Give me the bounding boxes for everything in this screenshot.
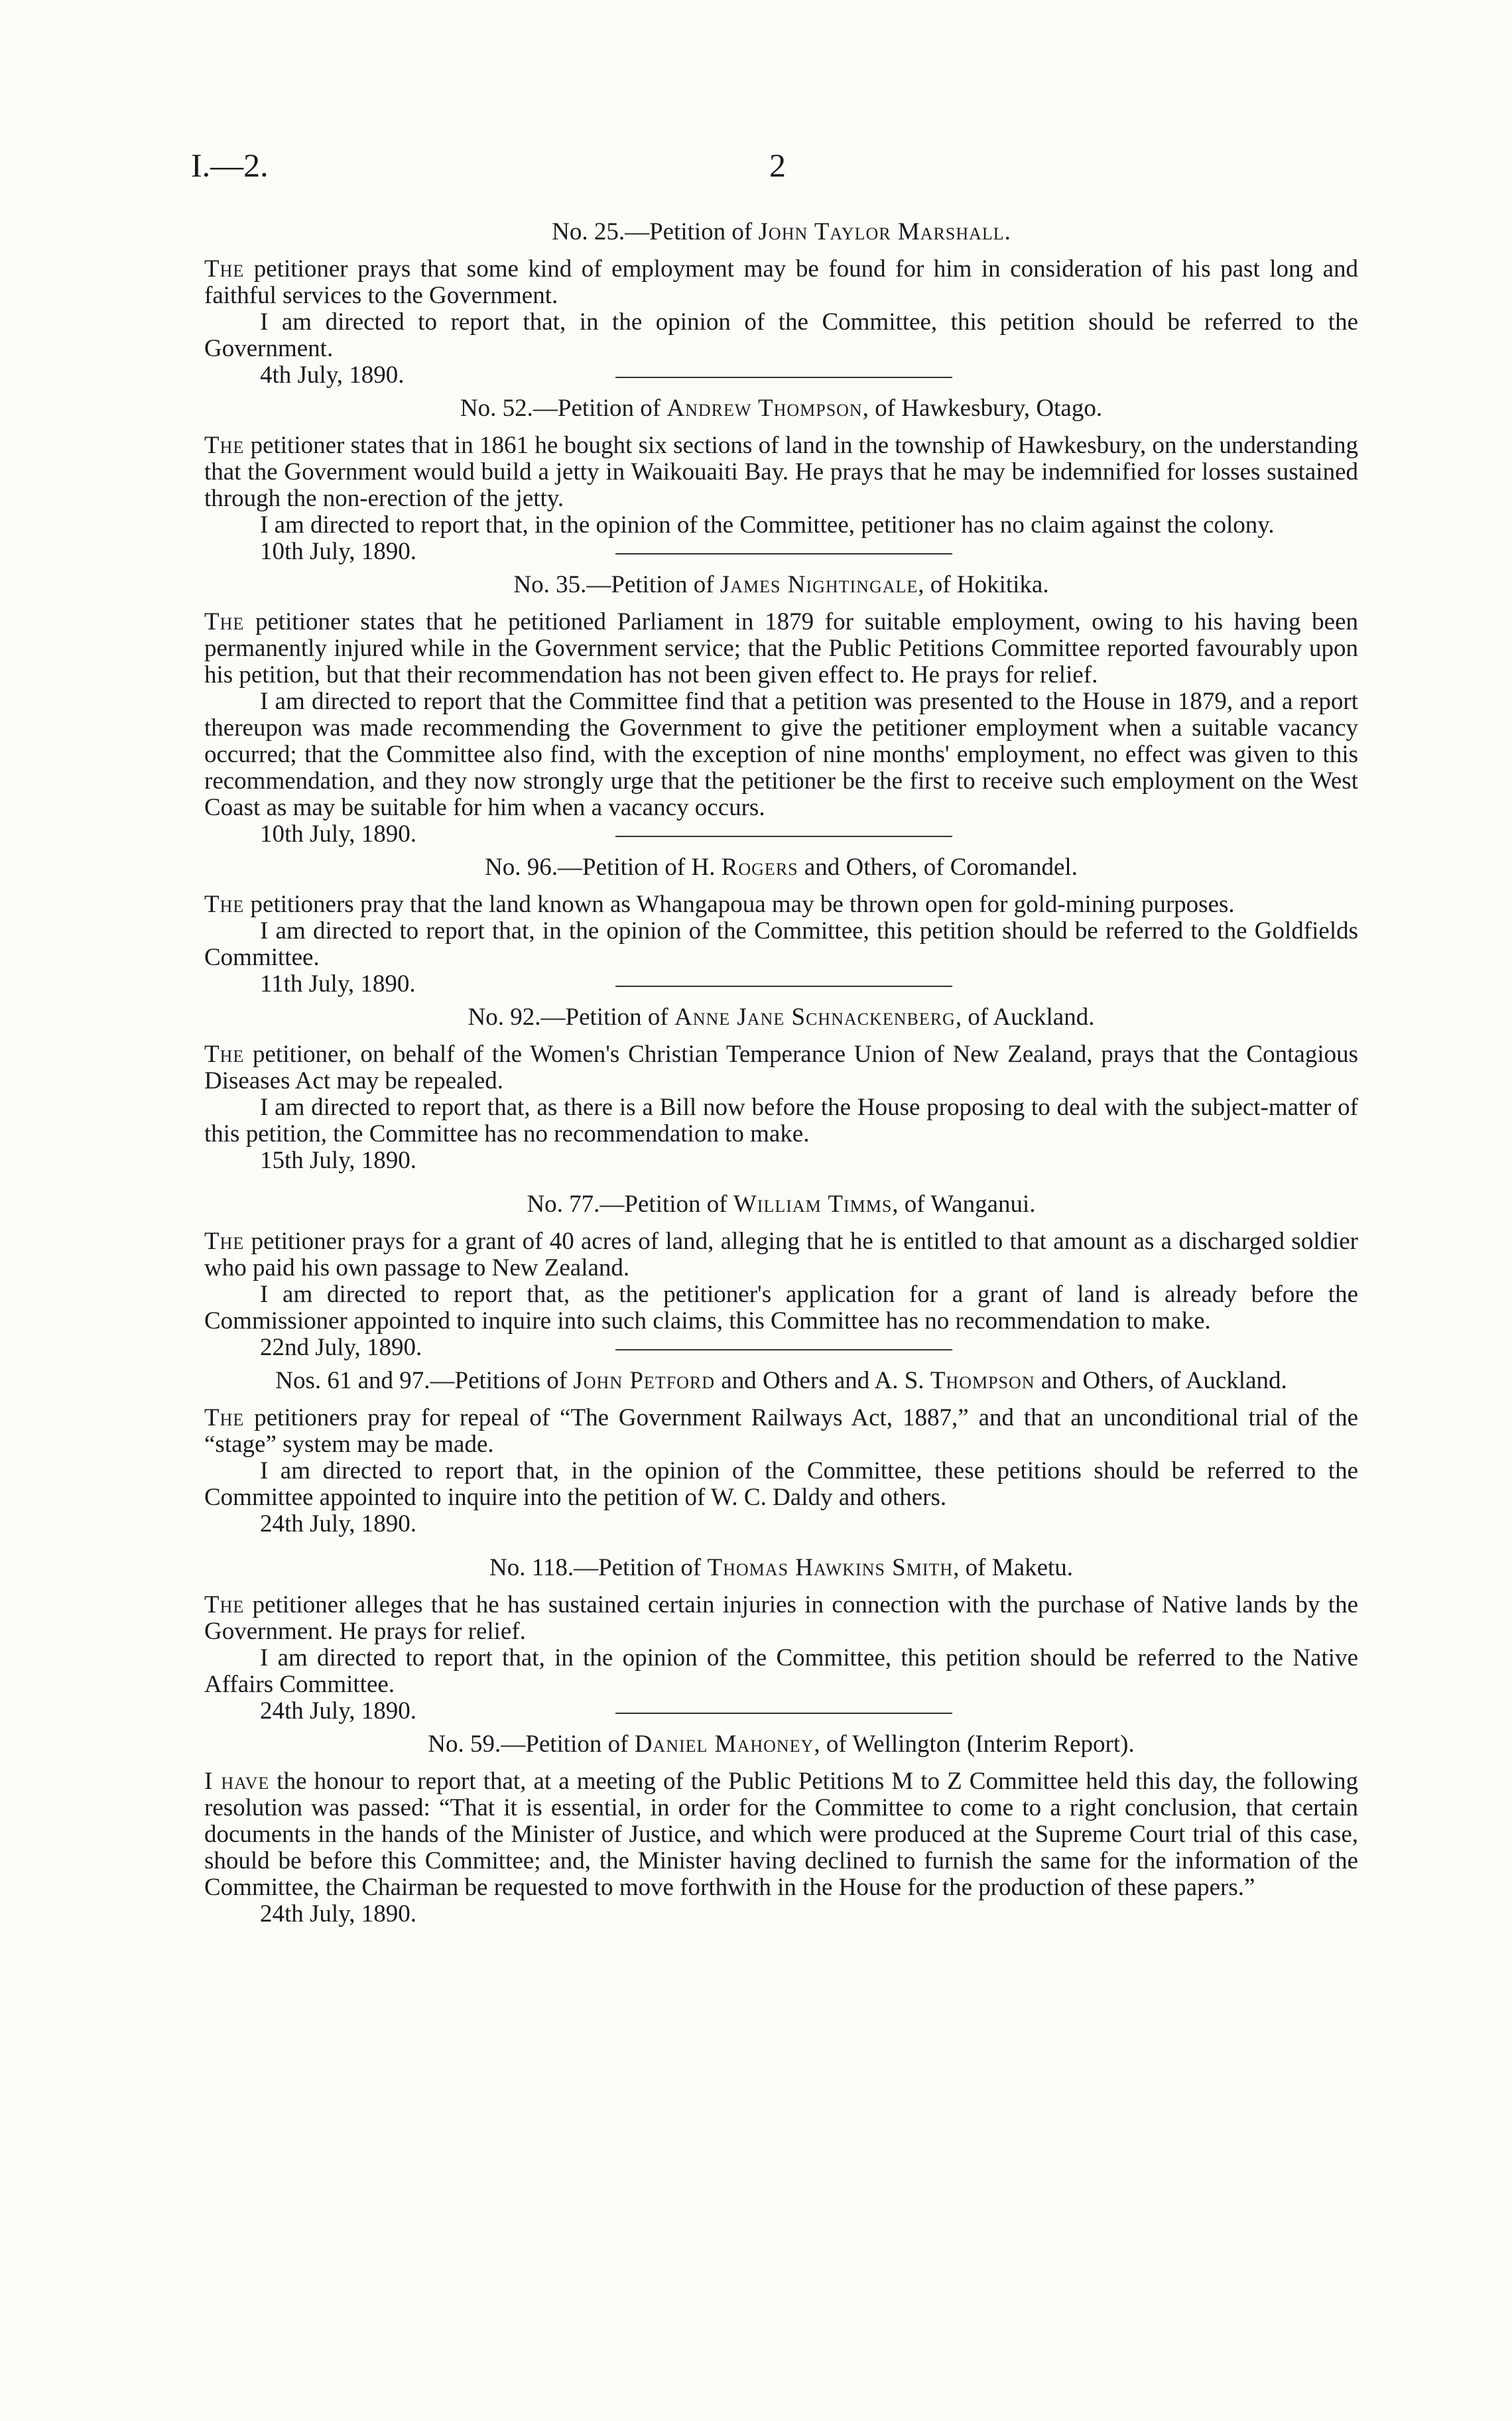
petition-summary: The petitioner prays for a grant of 40 acres of land, alleging that he is entitled to that amount as a discharged soldier who paid his own passage to New Zealand. bbox=[204, 1228, 1358, 1281]
report-date: 4th July, 1890. bbox=[260, 361, 405, 389]
petition-summary: The petitioner states that in 1861 he bought six sections of land in the township of Hawkesbury, on the understanding that the Government would build a jetty in Waikouaiti Bay. He prays that he may be indemnified for losses sustained through the non-erection of the jetty. bbox=[204, 432, 1358, 512]
petition-entry bbox=[204, 1731, 1358, 1928]
committee-report: I am directed to report that, as there is a Bill now before the House proposing to deal with the subject-matter of this petition, the Committee has no recommendation to make. bbox=[204, 1094, 1358, 1147]
petition-summary: The petitioners pray that the land known as Whangapoua may be thrown open for gold-mining purposes. bbox=[204, 891, 1235, 918]
report-date: 24th July, 1890. bbox=[260, 1900, 417, 1928]
petition-entry bbox=[204, 854, 1358, 1004]
document-reference: I.—2. bbox=[191, 147, 269, 184]
committee-report: I am directed to report that, in the opinion of the Committee, this petition should be referred to the Government. bbox=[204, 308, 1358, 362]
petition-summary: The petitioner states that he petitioned Parliament in 1879 for suitable employment, owing to his having been permanently injured while in the Government service; that the Public Petitions Committee reported favourably upon his petition, but that their recommendation has not been given effect to. He prays for relief. bbox=[204, 608, 1358, 688]
committee-report: I am directed to report that, in the opinion of the Committee, these petitions should be referred to the Committee appointed to inquire into the petition of W. C. Daldy and others. bbox=[204, 1457, 1358, 1511]
petition-title: No. 92.—Petition of Anne Jane Schnackenberg, of Auckland. bbox=[468, 1004, 1095, 1031]
report-date: 10th July, 1890. bbox=[260, 820, 417, 848]
report-date: 24th July, 1890. bbox=[260, 1510, 417, 1538]
petition-summary: The petitioner prays that some kind of employment may be found for him in consideration of his past long and faithful services to the Government. bbox=[204, 255, 1358, 309]
report-date: 22nd July, 1890. bbox=[260, 1334, 422, 1361]
petition-title: No. 59.—Petition of Daniel Mahoney, of Wellington (Interim Report). bbox=[428, 1731, 1135, 1758]
petition-title: No. 77.—Petition of William Timms, of Wanganui. bbox=[527, 1191, 1036, 1218]
petition-title: No. 118.—Petition of Thomas Hawkins Smith, of Maketu. bbox=[489, 1554, 1074, 1581]
petition-entry bbox=[204, 1555, 1358, 1731]
report-date: 24th July, 1890. bbox=[260, 1697, 417, 1725]
petition-title: No. 25.—Petition of John Taylor Marshall. bbox=[552, 218, 1011, 245]
committee-report: I am directed to report that, in the opinion of the Committee, petitioner has no claim against the colony. bbox=[260, 511, 1275, 539]
committee-report: I am directed to report that, as the petitioner's application for a grant of land is already before the Commissioner appointed to inquire into such claims, this Committee has no recommendation to make. bbox=[204, 1281, 1358, 1335]
petition-entry bbox=[204, 1191, 1358, 1368]
petition-summary: The petitioners pray for repeal of “The Government Railways Act, 1887,” and that an unconditional trial of the “stage” system may be made. bbox=[204, 1404, 1358, 1458]
petition-entry bbox=[204, 219, 1358, 395]
page-header bbox=[191, 146, 1512, 186]
report-date: 10th July, 1890. bbox=[260, 538, 417, 565]
committee-report: I am directed to report that, in the opinion of the Committee, this petition should be referred to the Goldfields Committee. bbox=[204, 917, 1358, 971]
petition-title: No. 96.—Petition of H. Rogers and Others, of Coromandel. bbox=[485, 854, 1078, 881]
petition-title: No. 52.—Petition of Andrew Thompson, of Hawkesbury, Otago. bbox=[460, 395, 1103, 422]
petition-entry bbox=[204, 1004, 1358, 1191]
petition-summary: I have the honour to report that, at a meeting of the Public Petitions M to Z Committee held this day, the following resolution was passed: “That it is essential, in order for the Committee to come to a right conclusion, that certain documents in the hands of the Minister of Justice, and which were produced at the Supreme Court trial of this case, should be before this Committee; and, the Minister having declined to furnish the same for the information of the Committee, the Chairman be requested to move forthwith in the House for the production of these papers.” bbox=[204, 1768, 1358, 1901]
document-body bbox=[204, 219, 1358, 1928]
petition-summary: The petitioner, on behalf of the Women's Christian Temperance Union of New Zealand, prays that the Contagious Diseases Act may be repealed. bbox=[204, 1041, 1358, 1094]
report-date: 15th July, 1890. bbox=[260, 1147, 417, 1174]
petition-entry bbox=[204, 1368, 1358, 1555]
page-number: 2 bbox=[769, 147, 786, 184]
petition-entry bbox=[204, 395, 1358, 572]
petition-entry bbox=[204, 572, 1358, 854]
committee-report: I am directed to report that, in the opinion of the Committee, this petition should be referred to the Native Affairs Committee. bbox=[204, 1644, 1358, 1698]
committee-report: I am directed to report that the Committee find that a petition was presented to the House in 1879, and a report thereupon was made recommending the Government to give the petitioner employment when a suitable vacancy occurred; that the Committee also find, with the exception of nine months' employment, no effect was given to this recommendation, and they now strongly urge that the petitioner be the first to receive such employment on the West Coast as may be suitable for him when a vacancy occurs. bbox=[204, 688, 1358, 821]
petition-summary: The petitioner alleges that he has sustained certain injuries in connection with the purchase of Native lands by the Government. He prays for relief. bbox=[204, 1591, 1358, 1645]
petition-title: No. 35.—Petition of James Nightingale, of Hokitika. bbox=[513, 571, 1049, 598]
report-date: 11th July, 1890. bbox=[260, 970, 416, 998]
petition-title: Nos. 61 and 97.—Petitions of John Petford and Others and A. S. Thompson and Others, of Auckland. bbox=[275, 1367, 1287, 1394]
